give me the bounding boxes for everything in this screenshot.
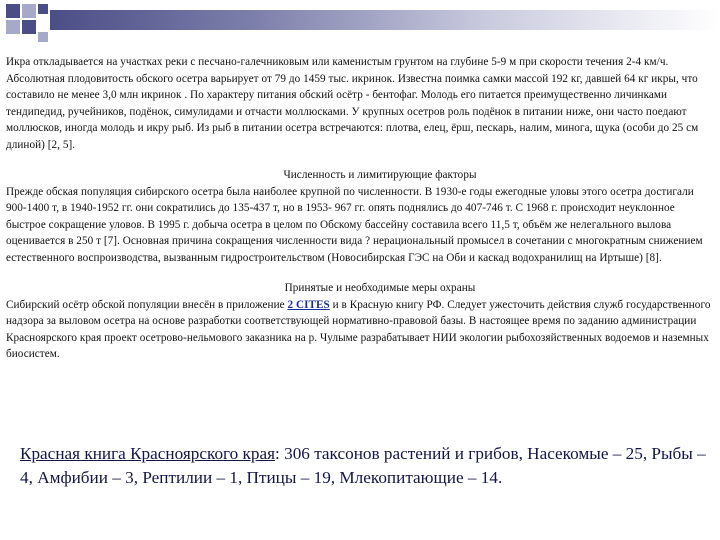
red-book-link[interactable]: Красная книга Красноярского края bbox=[20, 444, 276, 463]
intro-paragraph: Икра откладывается на участках реки с песчано-галечниковым или каменистым грунтом на глубине 5-9 м при скорости течения 2-4 км/ч. Абсолютная плодовитость обского осетра варьирует от 79 до 1459 тыс. икринок. Известна поимка самки массой 192 кг, давшей 64 кг икры, что составило не менее 3,0 млн икринок . По характеру питания обский осётр - бентофаг. Молодь его питается преимущественно личинками тендипедид, ручейников, подёнок, симулидами и отчасти моллюсками. У крупных осетров роль подёнок в питании ниже, они часто поедают моллюсков, иногда молодь и икру рыб. Из рыб в питании осетра встречаются: плотва, елец, ёрш, пескарь, налим, минога, щука (особи до 25 см длиной) [2, 5]. bbox=[6, 56, 699, 151]
protection-text-after: и в Красную книгу РФ. Следует ужесточить действия служб государственного надзора за выловом осетра на основе разработки соответствующей нормативно-правовой базы. В настоящее время по заданию администрации Красноярского края проект осетрово-нельмового заказника на р. Чулыме разрабатывает НИИ экологии рыбохозяйственных водоемов и наземных биосистем. bbox=[6, 298, 711, 360]
decor-square bbox=[22, 4, 36, 18]
footer-text: : 306 таксонов растений и грибов, Насекомые – 25, Рыбы – 4, Амфибии – 3, Рептилии – 1, Птицы – 19, Млекопитающие – 14. bbox=[20, 444, 706, 487]
header-decoration bbox=[0, 0, 720, 48]
header-gradient-band bbox=[50, 10, 720, 30]
section-title-protection: Принятые и необходимые меры охраны bbox=[284, 282, 476, 294]
footer-note bbox=[20, 442, 710, 490]
decor-square bbox=[38, 4, 48, 14]
document-body bbox=[6, 54, 714, 363]
protection-text-before: Сибирский осётр обской популяции внесён в приложение bbox=[6, 298, 288, 311]
cites-link[interactable]: 2 CITES bbox=[287, 298, 330, 311]
decor-square bbox=[22, 20, 36, 34]
spacer bbox=[6, 153, 714, 160]
section-title-population: Численность и лимитирующие факторы bbox=[283, 169, 477, 181]
decor-square bbox=[38, 32, 48, 42]
section-body-protection bbox=[6, 297, 714, 363]
decor-square bbox=[6, 20, 20, 34]
spacer bbox=[6, 266, 714, 273]
section-body-population: Прежде обская популяция сибирского осетра была наиболее крупной по численности. В 1930-е годы ежегодные уловы этого осетра достигали 900-1400 т, в 1940-1952 гг. они сократились до 135-437 т, но в 1953- 967 гг. опять поднялись до 407-746 т. С 1968 г. происходит неуклонное быстрое сокращение уловов. В 1995 г. добыча осетра в целом по Обскому бассейну составила всего 11,5 т, объём же нелегального вылова оценивается в 250 т [7]. Основная причина сокращения численности вида ? нерациональный промысел в сочетании с многократным снижением естественного воспроизводства, вызванным гидростроительством (Новосибирская ГЭС на Оби и каскад водохранилищ на Иртыше) [8]. bbox=[6, 185, 703, 264]
decor-square bbox=[6, 4, 20, 18]
